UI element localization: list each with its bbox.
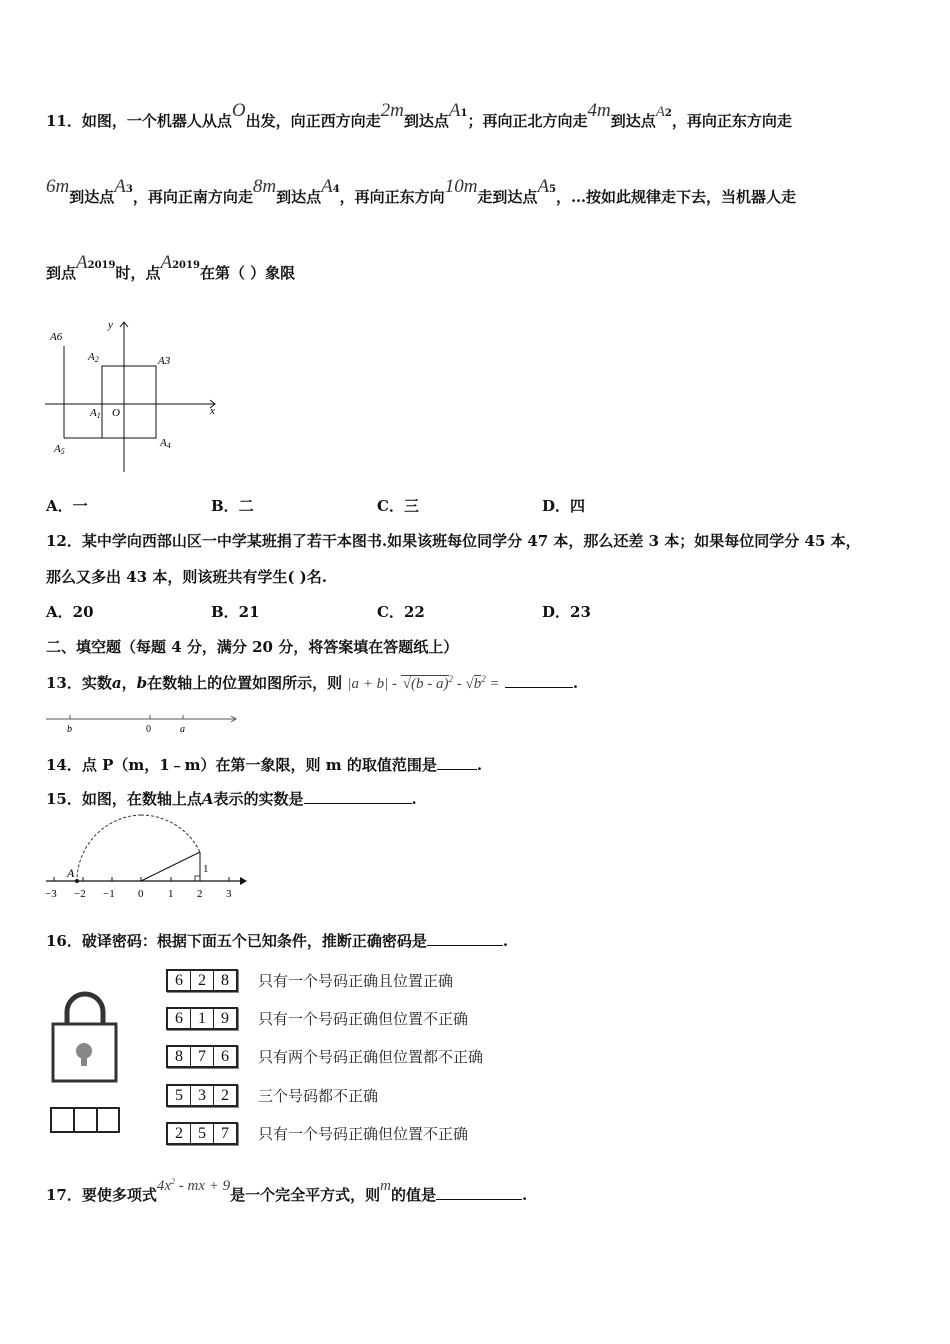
code-digit: 2 bbox=[191, 971, 214, 990]
label-A4: A4 bbox=[160, 437, 171, 450]
label-A1: A1 bbox=[90, 407, 101, 420]
clue-text: 只有两个号码正确但位置都不正确 bbox=[258, 1047, 484, 1066]
code-digit: 6 bbox=[168, 1009, 191, 1028]
tick-label: −1 bbox=[103, 888, 115, 900]
label-x: x bbox=[210, 405, 215, 417]
q12-line1: 12．某中学向西部山区一中学某班捐了若干本图书.如果该班每位同学分 47 本，那么还差 3 本；如果每位同学分 45 本， bbox=[46, 532, 861, 550]
code-digits bbox=[166, 1045, 238, 1068]
q12-option-d[interactable]: D．23 bbox=[542, 603, 591, 621]
code-digit: 3 bbox=[191, 1086, 214, 1105]
q17-answer-blank[interactable] bbox=[436, 1185, 522, 1200]
q13-expression: $|a + b| - √(b - a)^2 - √b^2$ = bbox=[347, 674, 500, 692]
q17-line: 17．要使多项式$4x^2$ - mx + 9是一个完全平方式，则m的值是 . bbox=[46, 1177, 528, 1204]
q13-line: 13．实数a，b在数轴上的位置如图所示，则 $|a + b| - √(b - a)^2 - √b^2$ = . bbox=[46, 674, 579, 692]
code-digits bbox=[166, 1007, 238, 1030]
clue-row bbox=[166, 1084, 378, 1106]
code-digit: 2 bbox=[168, 1124, 191, 1143]
tick-label: 3 bbox=[226, 888, 232, 900]
q16-answer-blank[interactable] bbox=[427, 931, 503, 946]
axis-label-one: 1 bbox=[203, 863, 209, 875]
clue-row bbox=[166, 1122, 468, 1144]
axis-label-b: b bbox=[67, 724, 72, 735]
section-fill-in-header: 二、填空题（每题 4 分，满分 20 分，将答案填在答题纸上） bbox=[46, 638, 459, 656]
q11-option-b[interactable]: B．二 bbox=[211, 497, 254, 515]
tick-label: 1 bbox=[168, 888, 174, 900]
q15-line: 15．如图，在数轴上点A表示的实数是 . bbox=[46, 790, 417, 808]
q15-answer-blank[interactable] bbox=[304, 789, 412, 804]
code-digit: 8 bbox=[221, 971, 229, 989]
code-digits bbox=[166, 969, 238, 992]
q12-option-a[interactable]: A．20 bbox=[46, 603, 94, 621]
q14-line: 14．点 P（m，1﹣m）在第一象限，则 m 的取值范围是 . bbox=[46, 756, 483, 774]
axis-label-a: a bbox=[180, 724, 185, 735]
tick-label: 2 bbox=[197, 888, 203, 900]
code-digit: 5 bbox=[191, 1124, 214, 1143]
padlock-icon bbox=[48, 988, 124, 1138]
q11-line3: 到点$A^{2019}$时，点$A^{2019}$在第（ ）象限 bbox=[46, 252, 296, 282]
tick-label: 0 bbox=[138, 888, 144, 900]
code-digit: 9 bbox=[221, 1009, 229, 1027]
q13-answer-blank[interactable] bbox=[505, 673, 573, 688]
q16-line: 16．破译密码：根据下面五个已知条件，推断正确密码是 . bbox=[46, 932, 509, 950]
q17-polynomial: $4x^2$ - mx + 9 bbox=[156, 1177, 231, 1194]
clue-row bbox=[166, 1045, 483, 1067]
label-A6: A6 bbox=[50, 331, 63, 343]
code-digit: 6 bbox=[221, 1047, 229, 1065]
q12-line2: 那么又多出 43 本，则该班共有学生( )名. bbox=[46, 568, 327, 586]
q12-option-c[interactable]: C．22 bbox=[377, 603, 425, 621]
q11-line2: 6m到达点$A^3$，再向正南方向走8m到达点$A^4$，再向正东方向10m走到达点$A^5$，…按如此规律走下去，当机器人走 bbox=[46, 176, 797, 206]
label-y: y bbox=[108, 319, 113, 331]
code-digits bbox=[166, 1122, 238, 1145]
label-O: O bbox=[112, 407, 120, 419]
label-A2: A2 bbox=[88, 351, 99, 364]
q13-number-line bbox=[44, 710, 244, 736]
q11-figure bbox=[40, 312, 230, 477]
code-digit: 8 bbox=[168, 1047, 191, 1066]
clue-row bbox=[166, 969, 453, 991]
code-digit: 7 bbox=[191, 1047, 214, 1066]
clue-row bbox=[166, 1007, 468, 1029]
clue-text: 只有一个号码正确但位置不正确 bbox=[258, 1009, 469, 1028]
code-digit: 1 bbox=[191, 1009, 214, 1028]
q11-line1: 11．如图，一个机器人从点O出发，向正西方向走2m到达点$A^1$；再向正北方向走4m到达点$A^2$，再向正东方向走 bbox=[46, 100, 792, 130]
code-digit: 5 bbox=[168, 1086, 191, 1105]
tick-label: −3 bbox=[45, 888, 57, 900]
q11-option-c[interactable]: C．三 bbox=[377, 497, 419, 515]
q14-answer-blank[interactable] bbox=[437, 755, 477, 770]
axis-label-A: A bbox=[67, 866, 75, 880]
label-A5: A5 bbox=[54, 443, 65, 456]
q15-number-line bbox=[40, 812, 255, 900]
code-digit: 2 bbox=[221, 1086, 229, 1104]
code-digit: 6 bbox=[168, 971, 191, 990]
clue-text: 只有一个号码正确且位置正确 bbox=[258, 971, 454, 990]
q11-option-a[interactable]: A．一 bbox=[46, 497, 88, 515]
axis-label-zero: 0 bbox=[146, 724, 151, 735]
tick-label: −2 bbox=[74, 888, 86, 900]
code-digits bbox=[166, 1084, 238, 1107]
label-A3: A3 bbox=[158, 355, 171, 367]
q11-option-d[interactable]: D．四 bbox=[542, 497, 586, 515]
clue-text: 三个号码都不正确 bbox=[258, 1086, 379, 1105]
clue-text: 只有一个号码正确但位置不正确 bbox=[258, 1124, 469, 1143]
code-digit: 7 bbox=[221, 1124, 229, 1142]
q12-option-b[interactable]: B．21 bbox=[211, 603, 260, 621]
